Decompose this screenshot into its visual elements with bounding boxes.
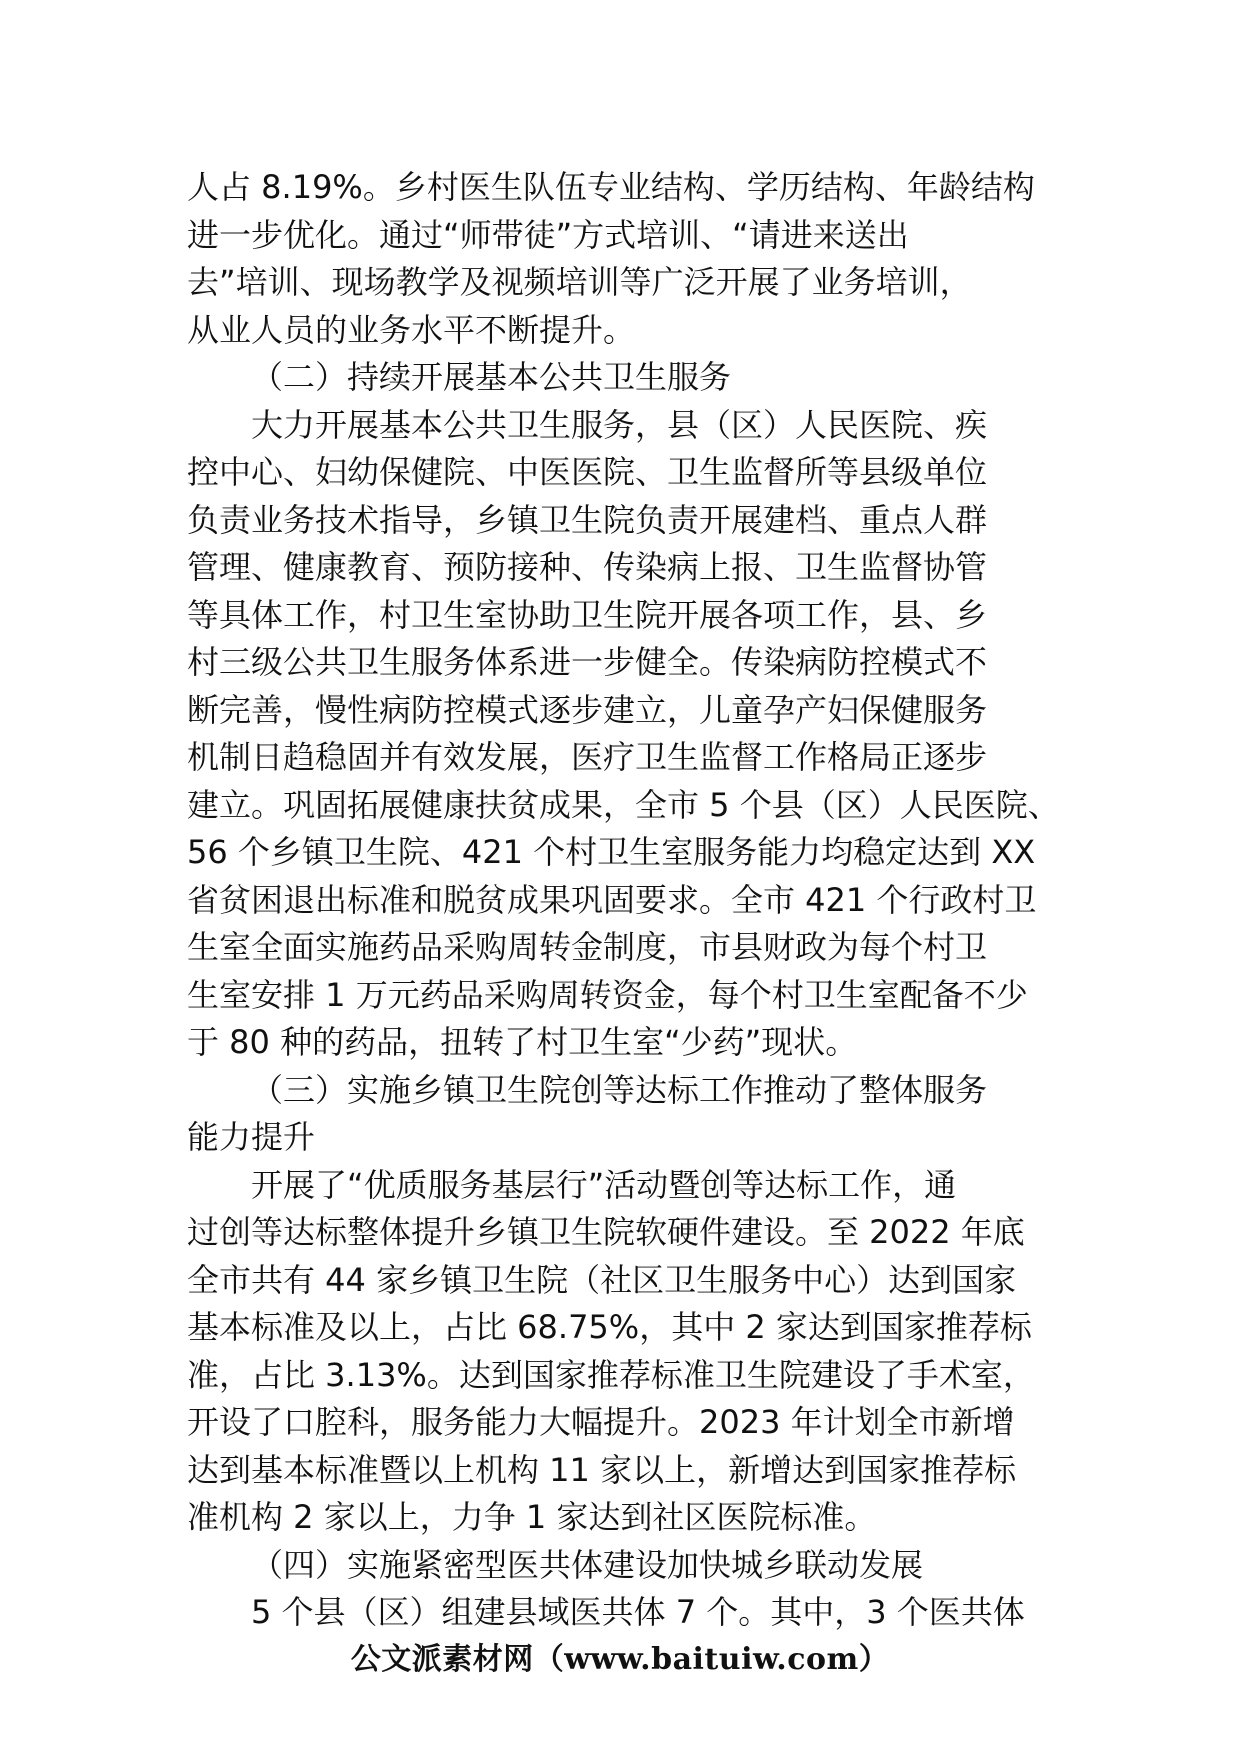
text-line: 省贫困退出标准和脱贫成果巩固要求。全市 421 个行政村卫 bbox=[187, 880, 1037, 919]
text-line: 开展了“优质服务基层行”活动暨创等达标工作，通 bbox=[251, 1165, 957, 1204]
text-line: 从业人员的业务水平不断提升。 bbox=[187, 310, 636, 349]
text-line: 村三级公共卫生服务体系进一步健全。传染病防控模式不 bbox=[187, 643, 988, 681]
text-line: 达到基本标准暨以上机构 11 家以上，新增达到国家推荐标 bbox=[187, 1450, 1017, 1489]
text-line: 生室全面实施药品采购周转金制度，市县财政为每个村卫 bbox=[187, 928, 988, 966]
section-heading-4: （四）实施紧密型医共体建设加快城乡联动发展 bbox=[251, 1545, 924, 1584]
text-line: 过创等达标整体提升乡镇卫生院软硬件建设。至 2022 年底 bbox=[187, 1213, 1025, 1251]
document-body bbox=[187, 164, 1060, 1637]
section-heading-2: （二）持续开展基本公共卫生服务 bbox=[251, 358, 732, 396]
text-line: 管理、健康教育、预防接种、传染病上报、卫生监督协管 bbox=[187, 548, 988, 586]
text-line: 进一步优化。通过“师带徒”方式培训、“请进来送出 bbox=[187, 215, 909, 254]
text-line: 机制日趋稳固并有效发展，医疗卫生监督工作格局正逐步 bbox=[187, 738, 988, 776]
text-line: 控中心、妇幼保健院、中医医院、卫生监督所等县级单位 bbox=[187, 453, 988, 491]
text-line: 准，占比 3.13%。达到国家推荐标准卫生院建设了手术室， bbox=[187, 1355, 1035, 1394]
text-line: 大力开展基本公共卫生服务，县（区）人民医院、疾 bbox=[251, 405, 988, 444]
footer-watermark-text: 公文派素材网（www.baituiw.com） bbox=[350, 1642, 890, 1677]
text-line: 开设了口腔科，服务能力大幅提升。2023 年计划全市新增 bbox=[187, 1403, 1015, 1441]
text-line: 于 80 种的药品，扭转了村卫生室“少药”现状。 bbox=[187, 1023, 858, 1061]
text-line: 等具体工作，村卫生室协助卫生院开展各项工作，县、乡 bbox=[187, 595, 988, 634]
text-line: 5 个县（区）组建县域医共体 7 个。其中，3 个医共体 bbox=[251, 1593, 1025, 1631]
text-line: 建立。巩固拓展健康扶贫成果，全市 5 个县（区）人民医院、 bbox=[187, 785, 1060, 824]
text-line: 全市共有 44 家乡镇卫生院（社区卫生服务中心）达到国家 bbox=[187, 1260, 1017, 1299]
text-line: 准机构 2 家以上，力争 1 家达到社区医院标准。 bbox=[187, 1498, 877, 1536]
text-line: 去”培训、现场教学及视频培训等广泛开展了业务培训， bbox=[187, 263, 972, 301]
section-heading-3-continued: 能力提升 bbox=[187, 1118, 316, 1156]
text-line: 基本标准及以上，占比 68.75%，其中 2 家达到国家推荐标 bbox=[187, 1308, 1032, 1346]
text-line: 负责业务技术指导，乡镇卫生院负责开展建档、重点人群 bbox=[187, 500, 988, 539]
section-heading-3: （三）实施乡镇卫生院创等达标工作推动了整体服务 bbox=[251, 1070, 988, 1109]
text-line: 生室安排 1 万元药品采购周转资金，每个村卫生室配备不少 bbox=[187, 975, 1028, 1014]
text-line: 断完善，慢性病防控模式逐步建立，儿童孕产妇保健服务 bbox=[187, 690, 988, 729]
text-line: 56 个乡镇卫生院、421 个村卫生室服务能力均稳定达到 XX bbox=[187, 833, 1036, 871]
text-line: 人占 8.19%。乡村医生队伍专业结构、学历结构、年龄结构 bbox=[187, 168, 1035, 206]
